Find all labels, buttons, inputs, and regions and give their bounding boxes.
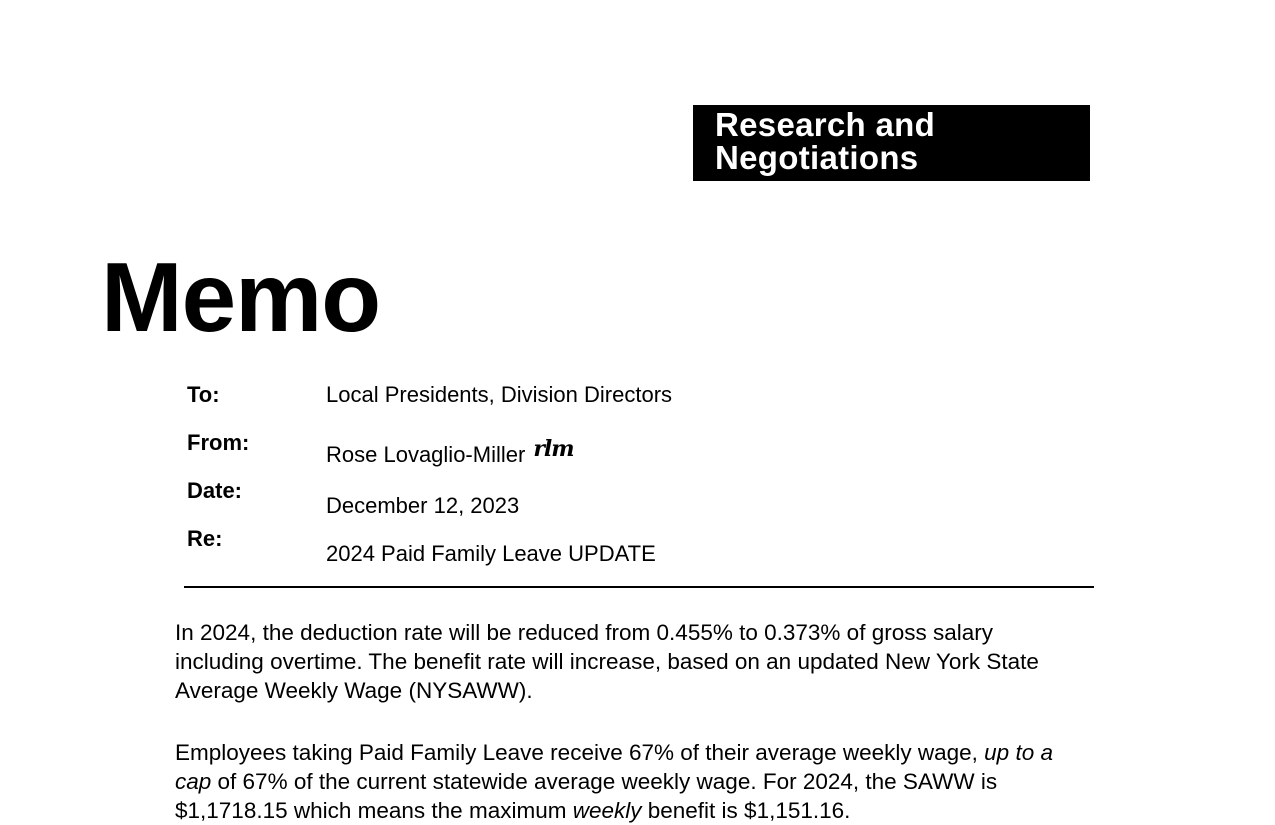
p2-emphasis-cap: up to a cap — [175, 740, 1053, 794]
memo-title: Memo — [101, 242, 381, 352]
department-line-1: Research and — [715, 106, 936, 143]
p2-part-1: Employees taking Paid Family Leave receive 67% of their average weekly wage, — [175, 740, 985, 765]
to-value: Local Presidents, Division Directors — [326, 382, 673, 407]
department-banner — [693, 105, 1090, 181]
p2-part-2: of 67% of the current statewide average weekly wage. For 2024, the SAWW is $1,1718.15 which means the maximum — [175, 769, 998, 823]
re-label: Re: — [187, 526, 223, 551]
from-label: From: — [187, 430, 250, 455]
paragraph-deduction-rate: In 2024, the deduction rate will be reduced from 0.455% to 0.373% of gross salary including overtime. The benefit rate will increase, based on an updated New York State Average Weekly Wage (NYSAWW). — [175, 620, 1039, 703]
p2-emphasis-weekly: weekly — [572, 798, 642, 823]
from-field — [326, 436, 574, 468]
paragraph-benefit-cap — [175, 738, 1075, 825]
date-label: Date: — [187, 478, 243, 503]
header-divider — [184, 586, 1094, 588]
re-value: 2024 Paid Family Leave UPDATE — [326, 541, 656, 566]
signature-initials: rlm — [533, 436, 574, 462]
date-value: December 12, 2023 — [326, 493, 520, 518]
p2-part-3: benefit is $1,151.16. — [641, 798, 851, 823]
from-value: Rose Lovaglio-Miller — [326, 442, 526, 467]
department-line-2: Negotiations — [715, 139, 919, 176]
to-label: To: — [187, 382, 220, 407]
